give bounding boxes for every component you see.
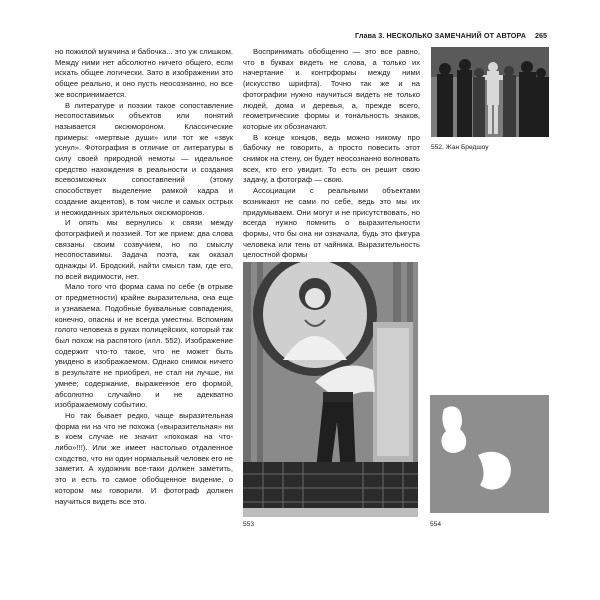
running-head: Глава 3. НЕСКОЛЬКО ЗАМЕЧАНИЙ ОТ АВТОРА: [355, 31, 527, 40]
photo-554-abstract-shapes: [430, 395, 549, 513]
caption-554: 554: [430, 521, 442, 528]
paragraph: Воспринимать обобщенно — это все равно, что в буквах видеть не слова, а только их начертание и контрформы между ними (искусство шрифта). Точно так же и на фотографии нужно научиться видеть не только людей, дома и деревья, а, прежде всего, геометрические формы и тональность знаков, которые их обозначают.: [243, 47, 420, 131]
paragraph: Но так бывает редко, чаще выразительная форма ни на что не похожа («выразительная» ни в коем случае не значит «похожая на что-либо»!!!). Или же имеет настолько отдаленное сходство, что ни один нормальный человек его не заметит. А художник все-таки должен заметить, это и есть то самое обобщенное видение, о котором мы говорили. И фотограф должен научиться видеть все это.: [55, 410, 233, 506]
paragraph: Мало того что форма сама по себе (в отрыве от предметности) крайне выразительна, она еще и узнаваема. Подобные буквальные совпадения, конечно, опасны и не всегда уместны. Вспомним голого человека в руках полицейских, который так был похож на распятого (илл. 552). Изображение содержит что-то такое, что не может быть увидено в изображаемом. Однако снимок ничего в результате не приобрел, не стал ни лучше, ни умнее; содержание, выраженное его формой, абсолютно случайно и не адекватно изображаемому событию.: [55, 282, 233, 410]
text-column-middle: [243, 47, 420, 261]
paragraph: но пожилой мужчина и бабочка... это уж слишком. Между ними нет абсолютно ничего общего, если искать общее логически. Зато в изображении это общее реально, и оно пусть неосознанно, но все же воспринимается.: [55, 47, 233, 99]
page-number: 265: [535, 31, 547, 40]
paragraph: В конце концов, ведь можно никому про бабочку не говорить, а просто повесить этот снимок на стену, он будет неосознанно волновать всех, кто его увидит. То есть он решит свою задачу, а фотограф — свою.: [243, 132, 420, 185]
photo-553-portrait-frame: [243, 262, 418, 517]
paragraph: В литературе и поэзии такое сопоставление несопоставимых объектов или понятий называется оксюмороном. Классические примеры: «мертвые души» или тот же «звук уснул». Фотография в отличие от литературы в силу своей природной немоты — идеальное средство нахождения в реальности и создания всевозможных сопоставлений (этому способствует выделение рамкой кадра и создание акцентов), в том числе и самых острых и неожиданных зрительных оксюморонов.: [55, 100, 233, 217]
paragraph: И опять мы вернулись к связи между фотографией и поэзией. Тот же прием: два слова связаны своим созвучием, но по смыслу несопоставимы. Задача поэта, как оказал однажды И. Бродский, найти смысл там, где его, по всей видимости, нет.: [55, 218, 233, 281]
caption-553: 553: [243, 521, 255, 528]
text-column-left: [55, 47, 233, 507]
photo-552-crowd: [431, 47, 549, 137]
caption-552: 552. Жан Бредшоу: [431, 144, 489, 151]
paragraph: Ассоциации с реальными объектами возникают не сами по себе, ведь это мы их придумываем. Они могут и не присутствовать, но всегда нужно помнить о выразительности формы, что бы она ни означала, будь это фигура человека или тень от чайника. Выразительность целостной формы: [243, 186, 420, 260]
